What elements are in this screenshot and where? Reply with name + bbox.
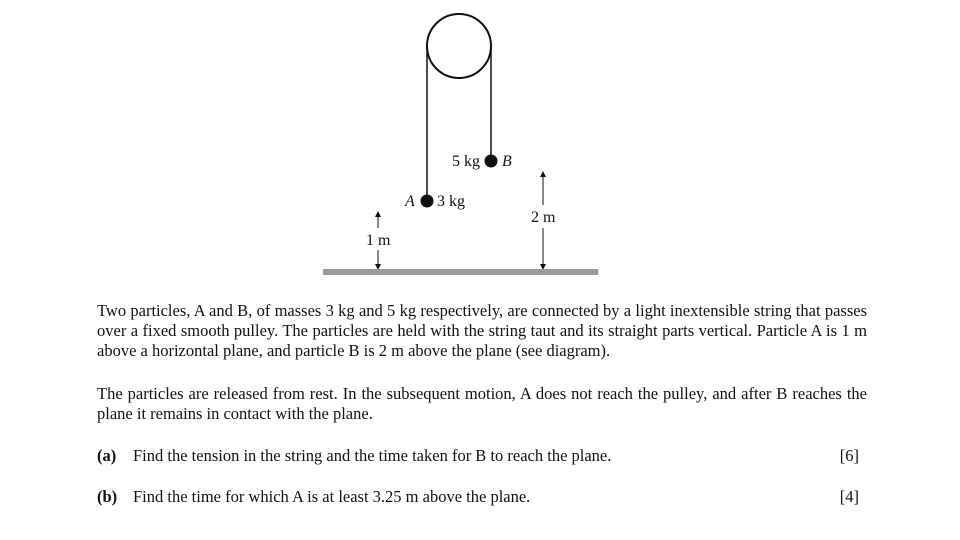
paragraph-text: Two particles, A and B, of masses 3 kg and 5 kg respectively, are connected by a light inextensible string that passes over a fixed smooth pulley. The particles are held with the string taut and its straight parts vertical. Particle A is 1 m above a horizontal plane, and particle B is 2 m above the plane (see diagram). [97,301,867,360]
mass-b-label: 5 kg [452,153,480,170]
pulley-wheel [427,14,491,78]
paragraph-text: The particles are released from rest. In the subsequent motion, A does not reach the pulley, and after B reaches the plane it remains in contact with the plane. [97,384,867,423]
question-b-marks: [4] [839,487,859,506]
question-a [97,446,859,466]
particle-b [485,155,498,168]
mass-a-label: 3 kg [437,193,465,210]
horizontal-plane [323,269,598,275]
problem-paragraph-2 [97,384,867,424]
question-a-marks: [6] [839,446,859,465]
question-b-label: (b) [97,487,118,506]
question-b-text: Find the time for which A is at least 3.25 m above the plane. [133,487,531,506]
question-b [97,487,859,507]
question-a-label: (a) [97,446,117,465]
height-b-label: 2 m [531,209,556,226]
particle-b-label: B [502,153,512,170]
particle-a-label: A [405,193,415,210]
height-a-label: 1 m [366,232,391,249]
question-a-text: Find the tension in the string and the time taken for B to reach the plane. [133,446,612,465]
problem-paragraph-1 [97,301,867,361]
particle-a [421,195,434,208]
